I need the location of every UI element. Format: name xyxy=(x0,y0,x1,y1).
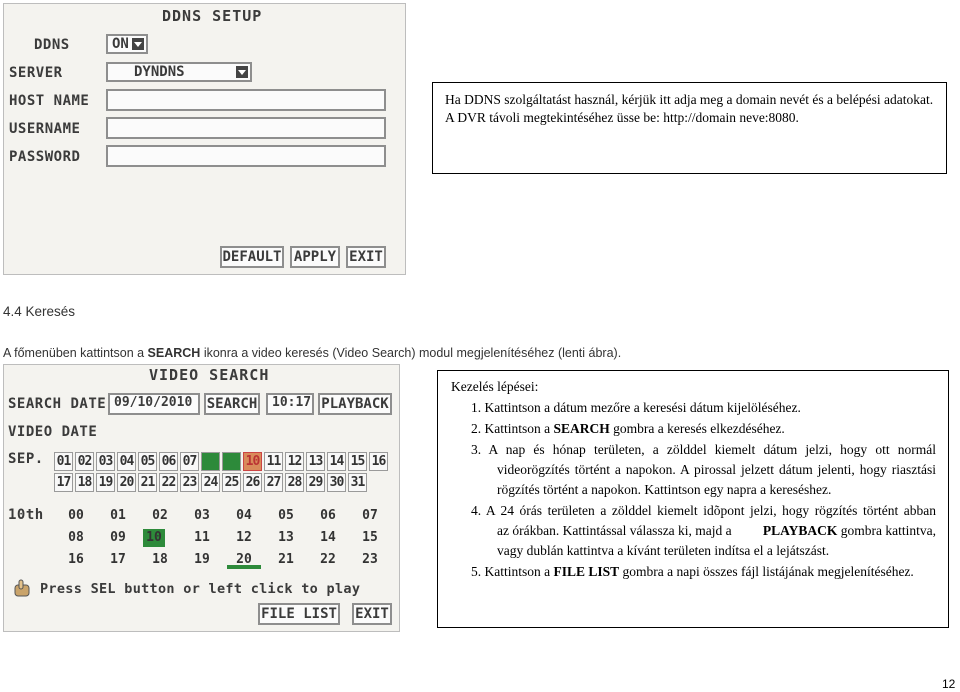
step-1: 1. Kattintson a dátum mezőre a keresési dátum kijelöléséhez. xyxy=(471,400,801,415)
file-list-button[interactable]: FILE LIST xyxy=(258,603,340,625)
day-label: 10th xyxy=(8,507,44,523)
hour-cell[interactable]: 07 xyxy=(362,508,378,523)
search-time-input[interactable]: 10:17 xyxy=(266,393,314,415)
ddns-select-value: ON xyxy=(112,36,129,52)
day-cell[interactable]: 23 xyxy=(180,473,199,492)
ddns-setup-screen xyxy=(3,3,406,275)
day-cell[interactable]: 16 xyxy=(369,452,388,471)
step-5-text-1: 5. Kattintson a xyxy=(471,564,554,579)
hour-cell[interactable]: 23 xyxy=(362,552,378,567)
hour-cell[interactable]: 16 xyxy=(68,552,84,567)
day-cell[interactable]: 26 xyxy=(243,473,262,492)
steps-heading: Kezelés lépései: xyxy=(451,379,539,394)
day-cell[interactable]: 03 xyxy=(96,452,115,471)
search-button[interactable]: SEARCH xyxy=(204,393,260,415)
day-cell[interactable]: 13 xyxy=(306,452,325,471)
hour-cell[interactable]: 00 xyxy=(68,508,84,523)
day-cell[interactable]: 31 xyxy=(348,473,367,492)
ddns-label: DDNS xyxy=(34,37,70,53)
hour-cell[interactable]: 20 xyxy=(227,551,261,569)
step-4-tail xyxy=(763,523,936,539)
step-4-line-2 xyxy=(497,523,936,539)
day-cell[interactable]: 08 xyxy=(201,452,220,471)
step-2 xyxy=(471,421,785,437)
hour-cell[interactable]: 09 xyxy=(110,530,126,545)
ddns-note-line-2: A DVR távoli megtekintéséhez üsse be: http://domain neve:8080. xyxy=(445,110,799,125)
step-2-bold: SEARCH xyxy=(553,421,610,436)
day-cell[interactable]: 28 xyxy=(285,473,304,492)
step-4-text-2: gombra kattintva, xyxy=(837,523,936,538)
day-cell[interactable]: 14 xyxy=(327,452,346,471)
hour-cell[interactable]: 13 xyxy=(278,530,294,545)
hour-cell[interactable]: 05 xyxy=(278,508,294,523)
server-select[interactable] xyxy=(106,62,252,82)
server-select-value: DYNDNS xyxy=(134,64,185,80)
step-2-text-1: 2. Kattintson a xyxy=(471,421,554,436)
hint-text: Press SEL button or left click to play xyxy=(40,581,361,597)
chevron-down-icon xyxy=(132,38,144,50)
day-cell[interactable]: 02 xyxy=(75,452,94,471)
hour-cell[interactable]: 17 xyxy=(110,552,126,567)
day-cell[interactable]: 25 xyxy=(222,473,241,492)
hour-cell[interactable]: 22 xyxy=(320,552,336,567)
day-cell[interactable]: 20 xyxy=(117,473,136,492)
day-cell[interactable]: 09 xyxy=(222,452,241,471)
hour-cell[interactable]: 18 xyxy=(152,552,168,567)
hour-cell[interactable]: 12 xyxy=(236,530,252,545)
ddns-note-line-1: Ha DDNS szolgáltatást használ, kérjük itt adja meg a domain nevét és a belépési adatokat. xyxy=(445,92,934,107)
intro-text-2: ikonra a video keresés (Video Search) modul megjelenítéséhez (lenti ábra). xyxy=(200,346,622,360)
hour-cell[interactable]: 19 xyxy=(194,552,210,567)
hour-cell[interactable]: 10 xyxy=(143,529,165,547)
default-button[interactable]: DEFAULT xyxy=(220,246,284,268)
hour-cell[interactable]: 15 xyxy=(362,530,378,545)
step-3-line-3: rögzítés történt a napokon. Kattintson egy napra a kereséshez. xyxy=(497,482,832,497)
exit-button[interactable]: EXIT xyxy=(352,603,392,625)
section-heading: 4.4 Keresés xyxy=(3,304,76,319)
step-5-bold: FILE LIST xyxy=(553,564,620,579)
day-cell[interactable]: 21 xyxy=(138,473,157,492)
day-cell[interactable]: 04 xyxy=(117,452,136,471)
day-cell[interactable]: 22 xyxy=(159,473,178,492)
video-search-screen xyxy=(3,364,400,632)
hour-cell[interactable]: 06 xyxy=(320,508,336,523)
step-4-line-3: vagy dublán kattintva a kívánt területen indítsa el a lejátszást. xyxy=(497,543,830,558)
hour-cell[interactable]: 08 xyxy=(68,530,84,545)
day-cell[interactable]: 10 xyxy=(243,452,262,471)
day-cell[interactable]: 07 xyxy=(180,452,199,471)
hint-row xyxy=(12,579,360,599)
server-label: SERVER xyxy=(9,65,63,81)
video-date-label: VIDEO DATE xyxy=(8,424,98,440)
ddns-select[interactable] xyxy=(106,34,148,54)
day-cell[interactable]: 24 xyxy=(201,473,220,492)
video-search-title: VIDEO SEARCH xyxy=(149,366,270,384)
step-2-text-2: gombra a keresés elkezdéséhez. xyxy=(609,421,785,436)
day-cell[interactable]: 05 xyxy=(138,452,157,471)
day-cell[interactable]: 06 xyxy=(159,452,178,471)
ddns-title: DDNS SETUP xyxy=(162,7,263,25)
page-number: 12 xyxy=(942,677,956,691)
step-5-text-2: gombra a napi összes fájl listájának megjelenítéséhez. xyxy=(619,564,914,579)
host-name-label: HOST NAME xyxy=(9,93,90,109)
day-cell[interactable]: 30 xyxy=(327,473,346,492)
step-4-text-1: az órákban. Kattintással válassza ki, majd a xyxy=(497,523,732,538)
intro-text-1: A főmenüben kattintson a xyxy=(3,346,148,360)
section-intro xyxy=(3,346,621,360)
hour-cell[interactable]: 03 xyxy=(194,508,210,523)
day-cell[interactable]: 29 xyxy=(306,473,325,492)
host-name-input[interactable] xyxy=(106,89,386,111)
hour-cell[interactable]: 21 xyxy=(278,552,294,567)
password-label: PASSWORD xyxy=(9,149,81,165)
exit-button[interactable]: EXIT xyxy=(346,246,386,268)
step-5 xyxy=(471,564,914,580)
day-cell[interactable]: 15 xyxy=(348,452,367,471)
hour-cell[interactable]: 11 xyxy=(194,530,210,545)
apply-button[interactable]: APPLY xyxy=(290,246,340,268)
step-3-line-1: 3. A nap és hónap területen, a zölddel kiemelt dátum jelzi, hogy ott normál xyxy=(471,442,936,457)
password-input[interactable] xyxy=(106,145,386,167)
playback-button[interactable]: PLAYBACK xyxy=(318,393,392,415)
day-cell[interactable]: 19 xyxy=(96,473,115,492)
chevron-down-icon xyxy=(236,66,248,78)
search-date-input[interactable]: 09/10/2010 xyxy=(108,393,200,415)
month-label: SEP. xyxy=(8,451,44,467)
day-cell[interactable]: 12 xyxy=(285,452,304,471)
username-label: USERNAME xyxy=(9,121,81,137)
search-date-label: SEARCH DATE xyxy=(8,396,107,412)
day-cell[interactable]: 01 xyxy=(54,452,73,471)
day-cell[interactable]: 17 xyxy=(54,473,73,492)
step-4-bold: PLAYBACK xyxy=(762,523,838,538)
step-4-line-1: 4. A 24 órás területen a zölddel kiemelt idõpont jelzi, hogy rögzítés történt abban xyxy=(471,503,936,518)
day-cell[interactable]: 27 xyxy=(264,473,283,492)
hour-cell[interactable]: 04 xyxy=(236,508,252,523)
ddns-note-box xyxy=(432,82,947,174)
day-cell[interactable]: 11 xyxy=(264,452,283,471)
username-input[interactable] xyxy=(106,117,386,139)
step-3-line-2: videorögzítés történt a napokon. A pirossal jelzett dátum jelenti, hogy riasztási xyxy=(497,462,936,477)
hour-cell[interactable]: 01 xyxy=(110,508,126,523)
steps-box xyxy=(437,370,949,628)
hour-cell[interactable]: 02 xyxy=(152,508,168,523)
hand-pointer-icon xyxy=(12,579,34,599)
intro-search-bold: SEARCH xyxy=(147,346,201,360)
day-cell[interactable]: 18 xyxy=(75,473,94,492)
hour-cell[interactable]: 14 xyxy=(320,530,336,545)
